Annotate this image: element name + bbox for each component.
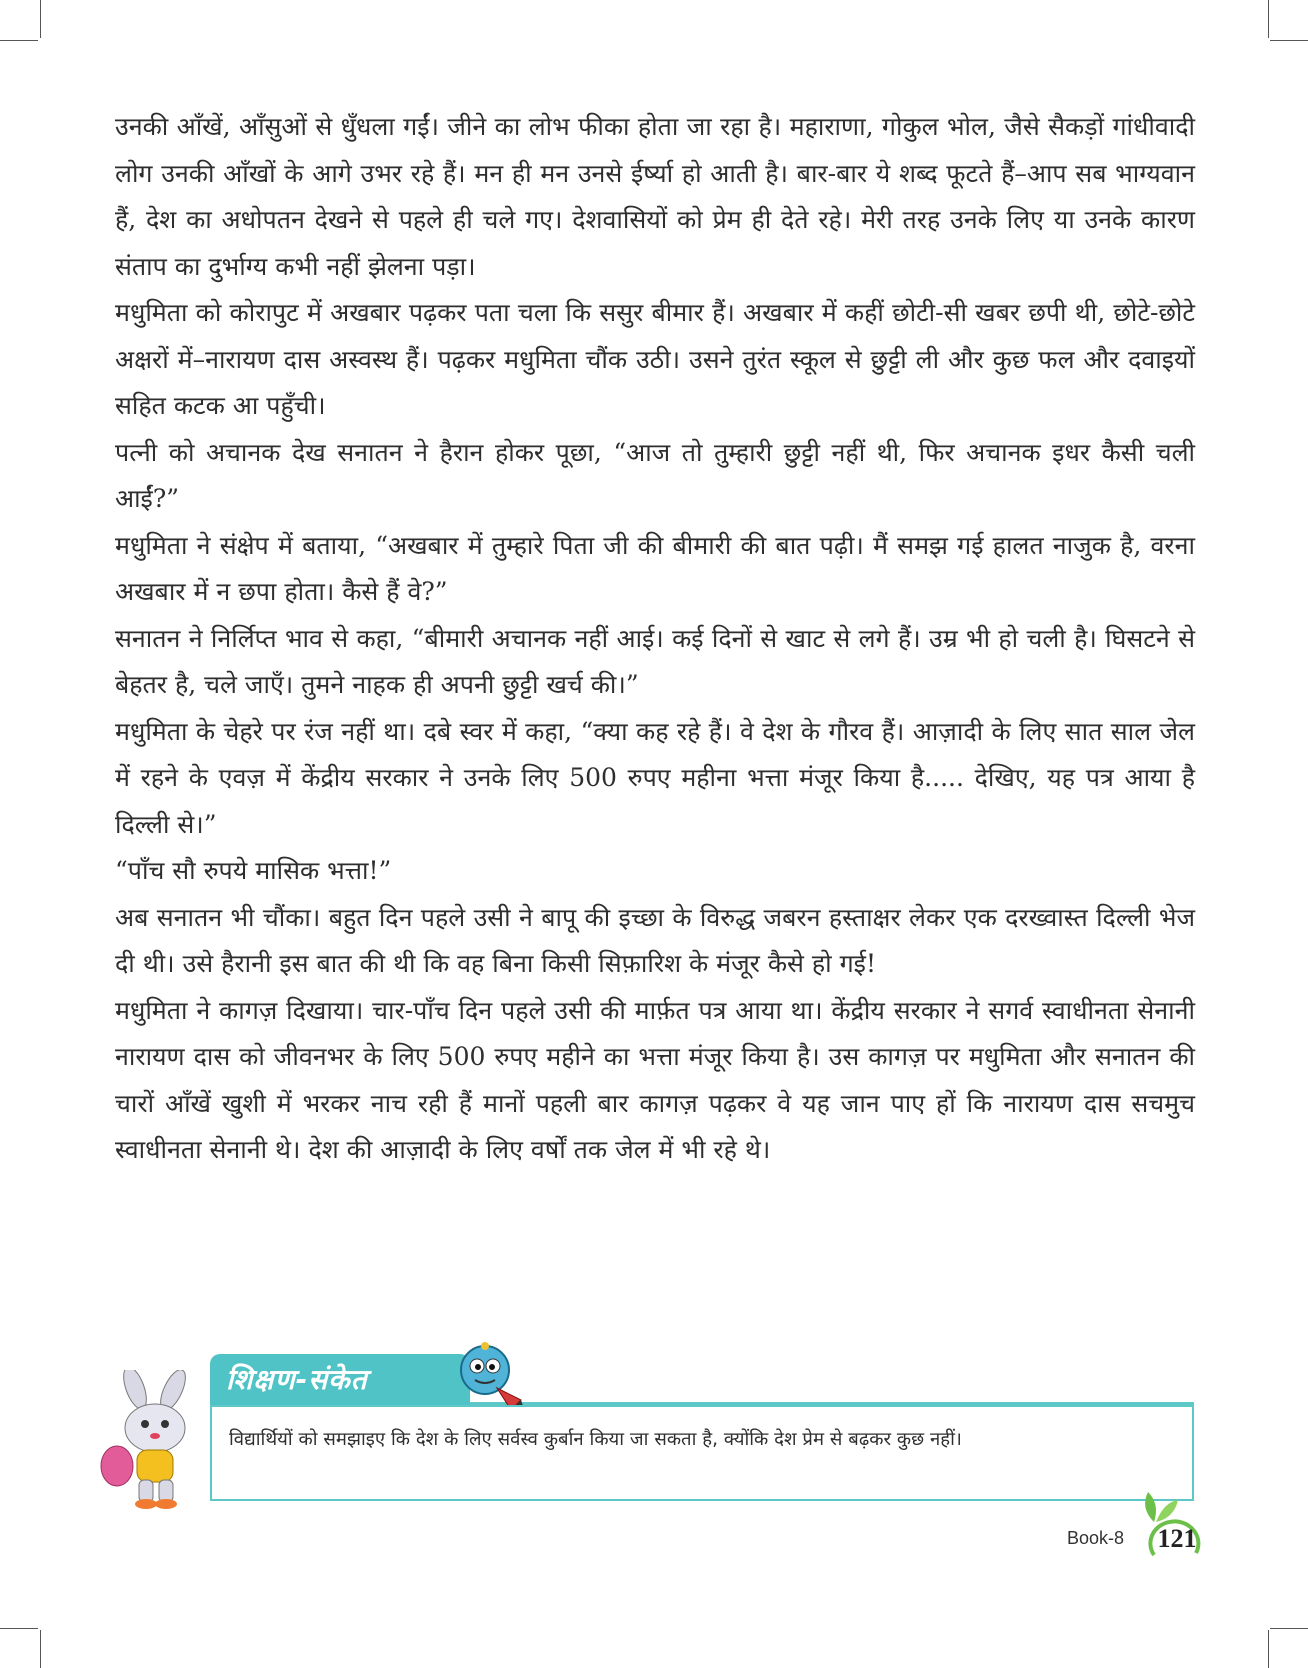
crop-mark [40, 0, 41, 38]
rabbit-mascot-icon [95, 1370, 205, 1510]
crop-mark [40, 1630, 41, 1668]
pencil-mascot-icon [455, 1338, 530, 1413]
crop-mark [1270, 1628, 1308, 1629]
paragraph: पत्नी को अचानक देख सनातन ने हैरान होकर पूछा, “आज तो तुम्हारी छुट्टी नहीं थी, फिर अचानक इधर कैसी चली आईं?” [115, 437, 1195, 513]
page-number: 121 [1157, 1524, 1197, 1553]
crop-mark [0, 40, 38, 41]
crop-mark [0, 1628, 38, 1629]
teaching-tip-banner [210, 1354, 470, 1406]
paragraph: मधुमिता ने संक्षेप में बताया, “अखबार में तुम्हारे पिता जी की बीमारी की बात पढ़ी। मैं समझ गई हालत नाजुक है, वरना अखबार में न छपा होता। कैसे हैं वे?” [115, 530, 1195, 606]
crop-mark [1270, 40, 1308, 41]
teaching-tip-title: शिक्षण-संकेत [226, 1363, 368, 1396]
crop-mark [1268, 0, 1269, 38]
paragraph: “पाँच सौ रुपये मासिक भत्ता!” [115, 856, 392, 885]
paragraph: मधुमिता के चेहरे पर रंज नहीं था। दबे स्वर में कहा, “क्या कह रहे हैं। वे देश के गौरव हैं। आज़ादी के लिए सात साल जेल में रहने के एवज़ में केंद्रीय सरकार ने उनके लिए 500 रुपए महीना भत्ता मंजूर किया है..... देखिए, यह पत्र आया है दिल्ली से।” [115, 716, 1195, 839]
paragraph: मधुमिता ने कागज़ दिखाया। चार-पाँच दिन पहले उसी की मार्फ़त पत्र आया था। केंद्रीय सरकार ने सगर्व स्वाधीनता सेनानी नारायण दास को जीवनभर के लिए 500 रुपए महीने का भत्ता मंजूर किया है। उस कागज़ पर मधुमिता और सनातन की चारों आँखें खुशी में भरकर नाच रही हैं मानों पहली बार कागज़ पढ़कर वे यह जान पाए हों कि नारायण दास सचमुच स्वाधीनता सेनानी थे। देश की आज़ादी के लिए वर्षों तक जेल में भी रहे थे। [115, 995, 1195, 1164]
paragraph: मधुमिता को कोरापुट में अखबार पढ़कर पता चला कि ससुर बीमार हैं। अखबार में कहीं छोटी-सी खबर छपी थी, छोटे-छोटे अक्षरों में–नारायण दास अस्वस्थ हैं। पढ़कर मधुमिता चौंक उठी। उसने तुरंत स्कूल से छुट्टी ली और कुछ फल और दवाइयों सहित कटक आ पहुँची। [115, 298, 1195, 420]
teaching-tip-text: विद्यार्थियों को समझाइए कि देश के लिए सर्वस्व कुर्बान किया जा सकता है, क्योंकि देश प्रेम से बढ़कर कुछ नहीं। [229, 1429, 962, 1450]
paragraph: सनातन ने निर्लिप्त भाव से कहा, “बीमारी अचानक नहीं आई। कई दिनों से खाट से लगे हैं। उम्र भी हो चली है। घिसटने से बेहतर है, चले जाएँ। तुमने नाहक ही अपनी छुट्टी खर्च की।” [115, 623, 1195, 699]
paragraph: अब सनातन भी चौंका। बहुत दिन पहले उसी ने बापू की इच्छा के विरुद्ध जबरन हस्ताक्षर लेकर एक दरख्वास्त दिल्ली भेज दी थी। उसे हैरानी इस बात की थी कि वह बिना किसी सिफ़ारिश के मंजूर कैसे हो गई! [115, 902, 1195, 978]
crop-mark [1268, 1630, 1269, 1668]
teaching-tip-box [210, 1405, 1194, 1501]
story-text [115, 104, 1195, 1174]
book-label: Book-8 [1067, 1528, 1125, 1548]
paragraph: उनकी आँखें, आँसुओं से धुँधला गईं। जीने का लोभ फीका होता जा रहा है। महाराणा, गोकुल भोल, जैसे सैकड़ों गांधीवादी लोग उनकी आँखों के आगे उभर रहे हैं। मन ही मन उनसे ईर्ष्या हो आती है। बार-बार ये शब्द फूटते हैं–आप सब भाग्यवान हैं, देश का अधोपतन देखने से पहले ही चले गए। देशवासियों को प्रेम ही देते रहे। मेरी तरह उनके लिए या उनके कारण संताप का दुर्भाग्य कभी नहीं झेलना पड़ा। [115, 112, 1195, 281]
